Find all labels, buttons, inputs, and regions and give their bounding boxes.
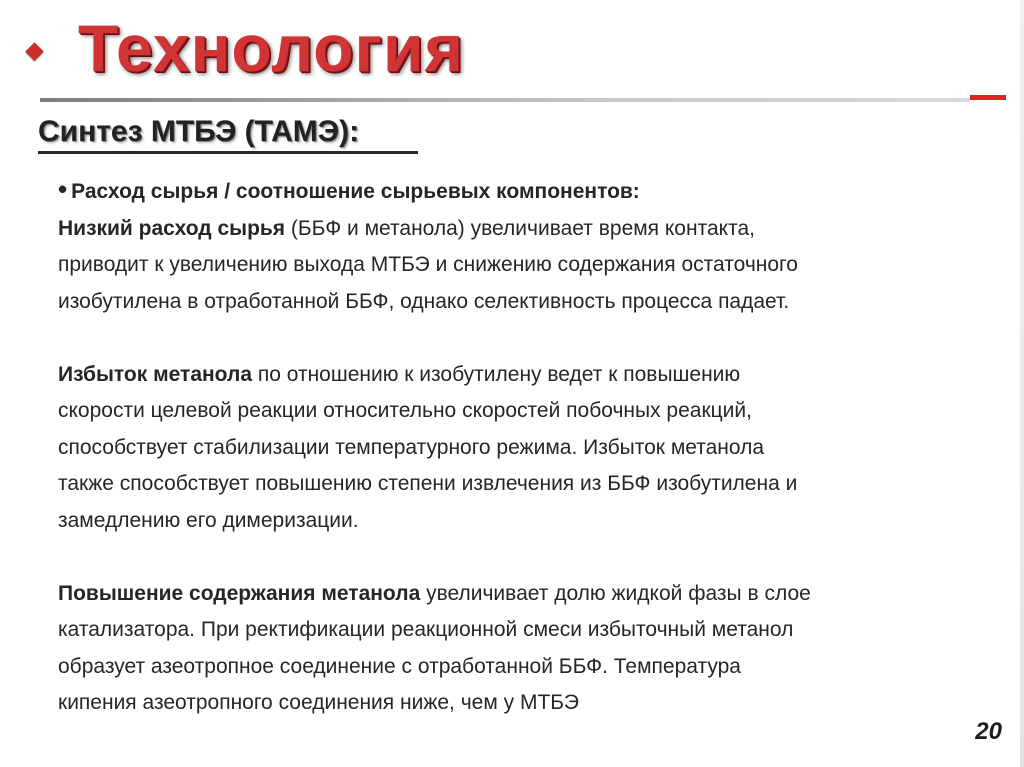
title-row [22, 6, 1012, 94]
page-number: 20 [975, 718, 1002, 745]
paragraph-1-line-2: приводит к увеличению выхода МТБЭ и снижению содержания остаточного [58, 253, 798, 276]
slide-title: Технология [78, 11, 465, 85]
paragraph-3-line-3: образует азеотропное соединение с отработанной ББФ. Температура [58, 654, 741, 678]
paragraph-3-line-1 [58, 576, 1008, 613]
paragraph-gap [58, 320, 1008, 357]
diamond-bullet-icon [25, 42, 43, 60]
bullet-dot-icon: • [58, 174, 68, 204]
paragraph-3-line-4: кипения азеотропного соединения ниже, чем у МТБЭ [58, 691, 579, 714]
paragraph-2-line-3: способствует стабилизации температурного режима. Избыток метанола [58, 435, 765, 459]
title-divider [40, 98, 970, 102]
bullet-heading: Расход сырья / соотношение сырьевых компонентов: [71, 180, 640, 203]
paragraph-2-line-2: скорости целевой реакции относительно скоростей побочных реакций, [58, 399, 752, 422]
paragraph-2-line-1 [58, 357, 1008, 394]
paragraph-gap [58, 539, 1008, 576]
paragraph-2-line-5: замедлению его димеризации. [58, 508, 359, 532]
paragraph-1-line-1-rest: (ББФ и метанола) увеличивает время контакта, [285, 216, 755, 240]
paragraph-2-bold: Избыток метанола [58, 362, 253, 386]
paragraph-3-line-2: катализатора. При ректификации реакционной смеси избыточный метанол [58, 618, 794, 641]
paragraph-1-line-3: изобутилена в отработанной ББФ, однако селективность процесса падает. [58, 289, 790, 313]
right-edge-strip [1020, 0, 1024, 767]
paragraph-2-line-1-rest: по отношению к изобутилену ведет к повышению [252, 362, 741, 386]
slide-subtitle: Синтез МТБЭ (ТАМЭ): [38, 115, 360, 148]
bullet-heading-line [58, 171, 1008, 211]
title-divider-accent [970, 95, 1006, 100]
paragraph-2-line-4: также способствует повышению степени извлечения из ББФ изобутилена и [58, 472, 798, 495]
paragraph-3-bold: Повышение содержания метанола [58, 581, 421, 605]
slide-body [58, 171, 1008, 722]
paragraph-3-line-1-rest: увеличивает долю жидкой фазы в слое [420, 581, 811, 605]
paragraph-1-bold: Низкий расход сырья [58, 216, 286, 240]
paragraph-1-line-1 [58, 211, 1008, 248]
subtitle-underline [38, 151, 418, 154]
